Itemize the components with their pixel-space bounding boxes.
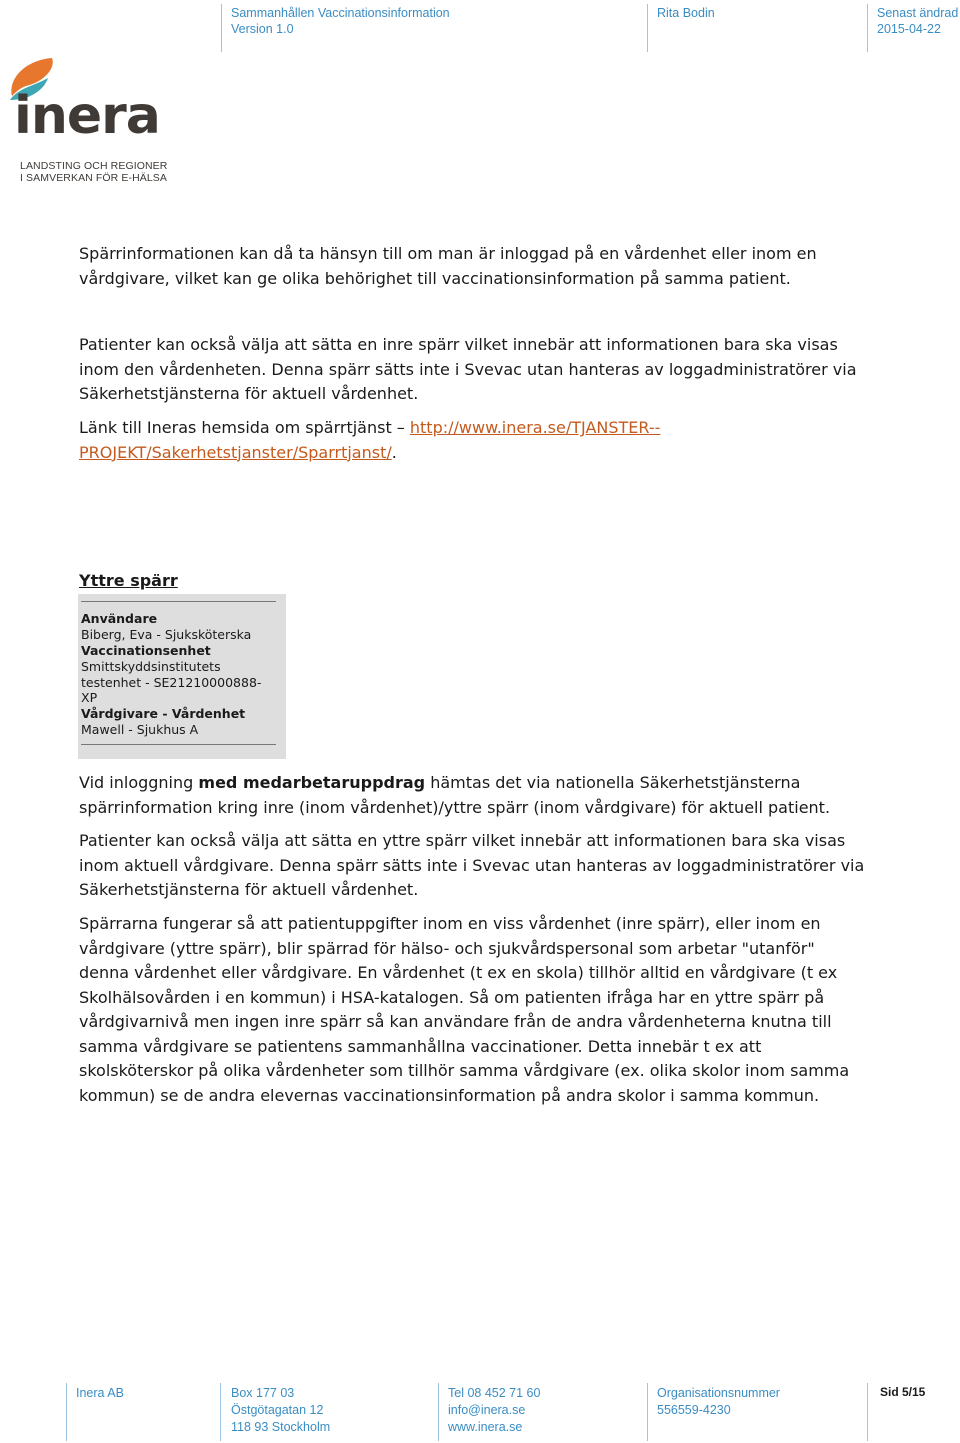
footer-contact bbox=[448, 1385, 540, 1436]
inera-logo bbox=[0, 0, 180, 195]
footer-email: info@inera.se bbox=[448, 1403, 526, 1417]
paragraph-medarbetaruppdrag bbox=[79, 771, 869, 820]
header-author-name: Rita Bodin bbox=[657, 6, 715, 20]
sparrtjanst-link-line-1: http://www.inera.se/TJANSTER-- bbox=[409, 418, 661, 437]
screenshot-unit-line-1: Smittskyddsinstitutets bbox=[81, 659, 221, 674]
link-suffix: . bbox=[391, 442, 397, 462]
header-author bbox=[657, 5, 715, 21]
paragraph-6-text: Spärrarna fungerar så att patientuppgifter inom en viss vårdenhet (inre spärr), eller inom en vårdgivare (yttre spärr), blir spärrad för hälso- och sjukvårdspersonal som arbetar "utanför" denna vårdenhet eller vårdgivare. En vårdenhet (t ex en skola) tillhör alltid en vårdgivare (t ex Skolhälsovården i en kommun) i HSA-katalogen. Så om patienten ifråga har en yttre spärr på vårdgivarnivå men ingen inre spärr så kan användare från de andra vårdenheterna knutna till samma vårdgivare se patientens sammanhållna vaccinationer. Detta innebär t ex att skolsköterskor på olika vårdenheter som tillhör samma vårdgivare (ex. olika skolor inom samma kommun) se de andra elevernas vaccinationsinformation på andra skolor i samma kommun. bbox=[79, 914, 850, 1105]
inera-logo-tagline-2: I SAMVERKAN FÖR E-HÄLSA bbox=[20, 172, 167, 184]
screenshot-user: Biberg, Eva - Sjuksköterska bbox=[81, 627, 252, 642]
header-divider-3 bbox=[867, 4, 868, 52]
paragraph-5-text: Patienter kan också välja att sätta en yttre spärr vilket innebär att informationen bara ska visas inom aktuell vårdgivare. Denna spärr sätts inte i Svevac utan hanteras av loggadministratörer via Säkerhetstjänsterna för aktuell vårdenhet. bbox=[79, 831, 865, 899]
header-modified-label: Senast ändrad bbox=[877, 6, 959, 20]
paragraph-4-prefix: Vid inloggning bbox=[79, 773, 199, 792]
paragraph-sparrinformation bbox=[79, 242, 869, 291]
paragraph-4-suffix: hämtas det via nationella Säkerhetstjänsterna spärrinformation kring inre (inom vårdenhet)/yttre spärr (inom vårdgivare) för aktuell patient. bbox=[79, 773, 831, 817]
footer-address bbox=[231, 1385, 330, 1436]
footer-company-name: Inera AB bbox=[76, 1386, 124, 1400]
footer-org-number: 556559-4230 bbox=[657, 1403, 731, 1417]
paragraph-sparrarna bbox=[79, 912, 869, 1108]
footer-divider-2 bbox=[220, 1383, 221, 1441]
paragraph-yttre-sparr bbox=[79, 829, 869, 903]
footer-divider-1 bbox=[66, 1383, 67, 1441]
footer-org bbox=[657, 1385, 780, 1419]
paragraph-3-text bbox=[79, 416, 869, 465]
screenshot-unit-line-2: testenhet - SE21210000888- bbox=[81, 675, 262, 690]
screenshot-label-provider: Vårdgivare - Vårdenhet bbox=[81, 706, 246, 721]
paragraph-link bbox=[79, 416, 869, 465]
screenshot-bottom-rule bbox=[81, 744, 276, 745]
paragraph-2-text: Patienter kan också välja att sätta en inre spärr vilket innebär att informationen bara ska visas inom den vårdenheten. Denna spärr sätts inte i Svevac utan hanteras av loggadministratörer via Säkerhetstjänsterna för aktuell vårdenhet. bbox=[79, 335, 857, 403]
footer-divider-3 bbox=[438, 1383, 439, 1441]
footer-website: www.inera.se bbox=[448, 1420, 523, 1434]
header-document-title: Sammanhållen Vaccinationsinformation bbox=[231, 6, 450, 20]
paragraph-4-text bbox=[79, 771, 869, 820]
footer-address-box: Box 177 03 bbox=[231, 1386, 295, 1400]
header-version: Version 1.0 bbox=[231, 22, 294, 36]
heading-text: Yttre spärr bbox=[79, 571, 178, 590]
screenshot-label-unit: Vaccinationsenhet bbox=[81, 643, 211, 658]
section-heading-yttre-sparr bbox=[79, 569, 869, 594]
footer-divider-5 bbox=[867, 1383, 868, 1441]
header-modified bbox=[877, 5, 958, 37]
inera-logo-wordmark: inera bbox=[14, 86, 160, 146]
footer-org-label: Organisationsnummer bbox=[657, 1386, 780, 1400]
header-modified-date: 2015-04-22 bbox=[877, 22, 941, 36]
user-info-screenshot bbox=[78, 594, 286, 759]
footer-address-street: Östgötagatan 12 bbox=[231, 1403, 324, 1417]
footer-company bbox=[76, 1385, 124, 1401]
page-number: Sid 5/15 bbox=[880, 1385, 926, 1399]
header-divider-2 bbox=[647, 4, 648, 52]
footer-phone: Tel 08 452 71 60 bbox=[448, 1386, 541, 1400]
sparrtjanst-link-line-2: PROJEKT/Sakerhetstjanster/Sparrtjanst/ bbox=[79, 442, 392, 462]
screenshot-label-user: Användare bbox=[81, 611, 158, 626]
screenshot-top-rule bbox=[81, 601, 276, 602]
screenshot-unit-line-3: XP bbox=[81, 690, 98, 705]
paragraph-inre-sparr bbox=[79, 333, 869, 407]
paragraph-1-text: Spärrinformationen kan då ta hänsyn till om man är inloggad på en vårdenhet eller inom en vårdgivare, vilket kan ge olika behörighet till vaccinationsinformation på samma patient. bbox=[79, 244, 817, 288]
footer-address-city: 118 93 Stockholm bbox=[231, 1420, 331, 1434]
paragraph-4-bold: med medarbetaruppdrag bbox=[198, 773, 426, 792]
footer-divider-4 bbox=[647, 1383, 648, 1441]
inera-logo-tagline-1: LANDSTING OCH REGIONER bbox=[20, 160, 168, 172]
screenshot-provider: Mawell - Sjukhus A bbox=[81, 722, 199, 737]
link-intro-text: Länk till Ineras hemsida om spärrtjänst – bbox=[79, 418, 410, 437]
header-document-info bbox=[231, 5, 450, 37]
header-divider-1 bbox=[221, 4, 222, 52]
